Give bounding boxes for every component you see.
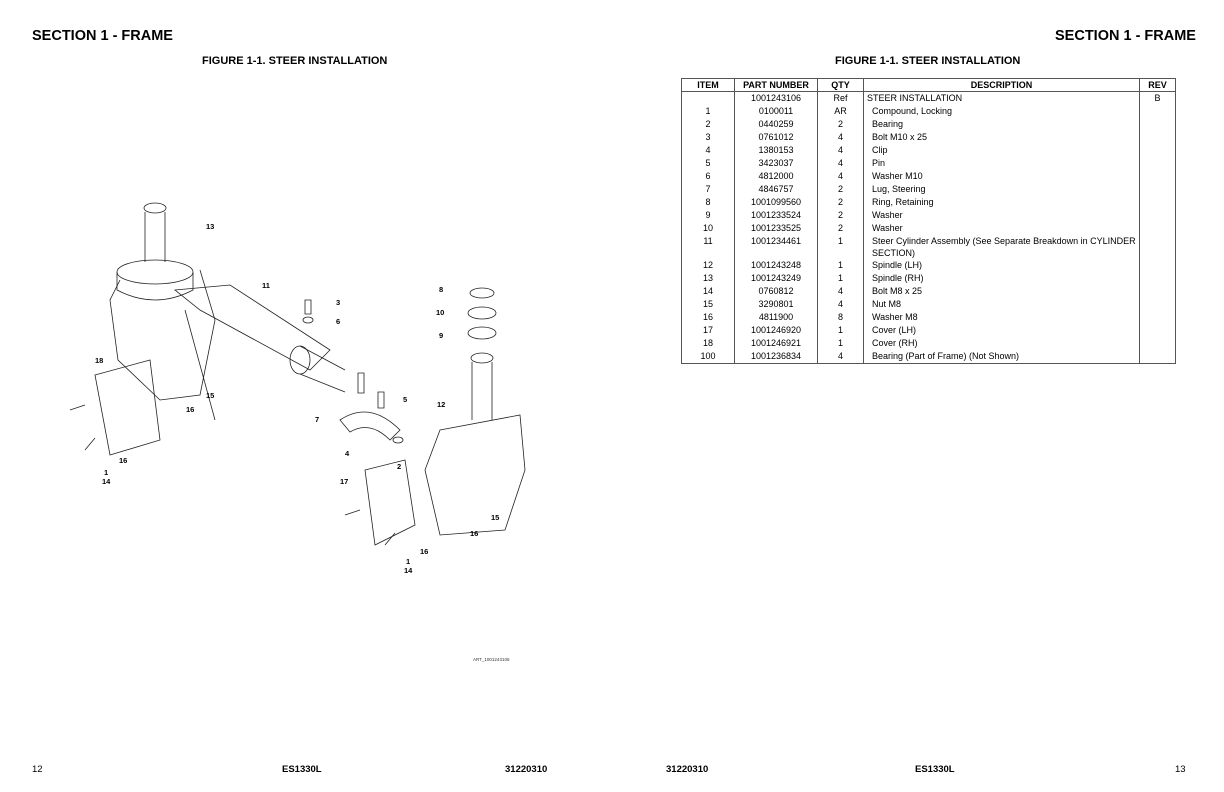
cell-part-number: 1380153 (735, 144, 818, 157)
callout: 16 (420, 547, 429, 556)
table-row (682, 298, 1176, 311)
callout: 14 (404, 566, 413, 575)
table-row (682, 157, 1176, 170)
cell-rev: B (1140, 92, 1176, 106)
callout: 1 (104, 468, 109, 477)
cell-item: 7 (682, 183, 735, 196)
callout: 7 (315, 415, 320, 424)
cell-part-number: 1001233525 (735, 222, 818, 235)
callout: 4 (345, 449, 350, 458)
cell-qty: 4 (818, 157, 864, 170)
header-qty: QTY (818, 79, 864, 92)
cell-description: Cover (RH) (864, 337, 1140, 350)
cell-description: Washer (864, 222, 1140, 235)
cell-qty: 4 (818, 170, 864, 183)
cell-qty: 4 (818, 298, 864, 311)
cell-description: Cover (LH) (864, 324, 1140, 337)
right-page-number: 13 (1175, 764, 1186, 775)
callout: 3 (336, 298, 341, 307)
cell-part-number: 1001236834 (735, 350, 818, 364)
header-rev: REV (1140, 79, 1176, 92)
callout: 17 (340, 477, 349, 486)
cell-part-number: 1001243248 (735, 259, 818, 272)
callout: 14 (102, 477, 111, 486)
cell-part-number: 3290801 (735, 298, 818, 311)
cell-description: Bolt M10 x 25 (864, 131, 1140, 144)
cell-item: 9 (682, 209, 735, 222)
cell-rev (1140, 311, 1176, 324)
callout: 13 (206, 222, 215, 231)
table-row (682, 337, 1176, 350)
table-row (682, 144, 1176, 157)
cell-item: 14 (682, 285, 735, 298)
right-section-title: SECTION 1 - FRAME (1055, 28, 1196, 44)
cell-item: 3 (682, 131, 735, 144)
cell-rev (1140, 235, 1176, 259)
cell-item: 18 (682, 337, 735, 350)
callout: 1 (406, 557, 411, 566)
left-footer-model: ES1330L (282, 764, 322, 775)
cell-item: 100 (682, 350, 735, 364)
cell-part-number: 1001246921 (735, 337, 818, 350)
cell-item: 6 (682, 170, 735, 183)
cell-item: 13 (682, 272, 735, 285)
cell-rev (1140, 196, 1176, 209)
cell-part-number: 1001243106 (735, 92, 818, 106)
cell-description: Pin (864, 157, 1140, 170)
cell-rev (1140, 157, 1176, 170)
cell-qty: 2 (818, 183, 864, 196)
table-row (682, 285, 1176, 298)
left-figure-title: FIGURE 1-1. STEER INSTALLATION (202, 55, 388, 67)
cell-rev (1140, 324, 1176, 337)
cell-description: STEER INSTALLATION (864, 92, 1140, 106)
table-row (682, 350, 1176, 364)
cell-rev (1140, 298, 1176, 311)
cell-rev (1140, 350, 1176, 364)
header-description: DESCRIPTION (864, 79, 1140, 92)
cell-description: Bearing (864, 118, 1140, 131)
cell-qty: 2 (818, 118, 864, 131)
cell-qty: 2 (818, 222, 864, 235)
cell-rev (1140, 144, 1176, 157)
table-row (682, 118, 1176, 131)
left-footer-doc: 31220310 (505, 764, 548, 775)
cell-qty: Ref (818, 92, 864, 106)
cell-rev (1140, 105, 1176, 118)
cell-rev (1140, 222, 1176, 235)
cell-item: 4 (682, 144, 735, 157)
left-section-title: SECTION 1 - FRAME (32, 28, 173, 44)
cell-qty: AR (818, 105, 864, 118)
cell-qty: 1 (818, 235, 864, 259)
cell-part-number: 0760812 (735, 285, 818, 298)
cell-part-number: 0440259 (735, 118, 818, 131)
cell-rev (1140, 337, 1176, 350)
cell-part-number: 1001099560 (735, 196, 818, 209)
cell-description: Spindle (RH) (864, 272, 1140, 285)
callout: 8 (439, 285, 444, 294)
callout: 10 (436, 308, 445, 317)
cell-part-number: 1001233524 (735, 209, 818, 222)
cell-item: 5 (682, 157, 735, 170)
cell-qty: 1 (818, 259, 864, 272)
cell-item (682, 92, 735, 106)
right-footer-model: ES1330L (915, 764, 955, 775)
table-row (682, 222, 1176, 235)
cell-qty: 1 (818, 324, 864, 337)
table-row (682, 170, 1176, 183)
cell-part-number: 4812000 (735, 170, 818, 183)
cell-item: 16 (682, 311, 735, 324)
cell-description: Washer M10 (864, 170, 1140, 183)
table-row (682, 105, 1176, 118)
cell-qty: 1 (818, 337, 864, 350)
cell-part-number: 1001243249 (735, 272, 818, 285)
cell-rev (1140, 259, 1176, 272)
cell-part-number: 4846757 (735, 183, 818, 196)
cell-item: 17 (682, 324, 735, 337)
cell-item: 8 (682, 196, 735, 209)
cell-rev (1140, 183, 1176, 196)
header-part-number: PART NUMBER (735, 79, 818, 92)
cell-part-number: 0761012 (735, 131, 818, 144)
callout: 5 (403, 395, 408, 404)
cell-qty: 4 (818, 285, 864, 298)
callout: 16 (186, 405, 195, 414)
cell-description: Ring, Retaining (864, 196, 1140, 209)
cell-rev (1140, 131, 1176, 144)
parts-table (681, 78, 1176, 364)
cell-description: Compound, Locking (864, 105, 1140, 118)
callout: 12 (437, 400, 446, 409)
table-row (682, 196, 1176, 209)
cell-description: Clip (864, 144, 1140, 157)
callout: 6 (336, 317, 341, 326)
cell-description: Lug, Steering (864, 183, 1140, 196)
left-page-number: 12 (32, 764, 43, 775)
cell-qty: 4 (818, 144, 864, 157)
cell-description: Bolt M8 x 25 (864, 285, 1140, 298)
cell-part-number: 4811900 (735, 311, 818, 324)
header-item: ITEM (682, 79, 735, 92)
cell-rev (1140, 285, 1176, 298)
cell-item: 11 (682, 235, 735, 259)
cell-rev (1140, 272, 1176, 285)
cell-qty: 4 (818, 131, 864, 144)
cell-description: Nut M8 (864, 298, 1140, 311)
cell-item: 1 (682, 105, 735, 118)
table-row (682, 235, 1176, 259)
art-label: ART_1001243106 (473, 657, 510, 662)
cell-item: 2 (682, 118, 735, 131)
cell-qty: 4 (818, 350, 864, 364)
callout: 11 (262, 281, 270, 290)
table-row (682, 324, 1176, 337)
callout: 2 (397, 462, 402, 471)
cell-qty: 8 (818, 311, 864, 324)
cell-description: Washer (864, 209, 1140, 222)
callout: 16 (119, 456, 128, 465)
cell-description: Steer Cylinder Assembly (See Separate Breakdown in CYLINDER SECTION) (864, 235, 1140, 259)
cell-part-number: 1001246920 (735, 324, 818, 337)
callout: 15 (206, 391, 215, 400)
cell-part-number: 1001234461 (735, 235, 818, 259)
table-row (682, 209, 1176, 222)
cell-description: Washer M8 (864, 311, 1140, 324)
table-row (682, 183, 1176, 196)
cell-item: 10 (682, 222, 735, 235)
cell-description: Spindle (LH) (864, 259, 1140, 272)
table-header-row (682, 79, 1176, 92)
callout: 18 (95, 356, 104, 365)
cell-part-number: 3423037 (735, 157, 818, 170)
table-row (682, 259, 1176, 272)
right-footer-doc: 31220310 (666, 764, 709, 775)
callout: 9 (439, 331, 444, 340)
table-row (682, 311, 1176, 324)
table-row (682, 131, 1176, 144)
cell-description: Bearing (Part of Frame) (Not Shown) (864, 350, 1140, 364)
cell-rev (1140, 170, 1176, 183)
callout: 15 (491, 513, 500, 522)
cell-rev (1140, 118, 1176, 131)
right-figure-title: FIGURE 1-1. STEER INSTALLATION (835, 55, 1021, 67)
callout: 16 (470, 529, 479, 538)
table-row (682, 272, 1176, 285)
cell-qty: 2 (818, 196, 864, 209)
cell-item: 15 (682, 298, 735, 311)
cell-item: 12 (682, 259, 735, 272)
table-row (682, 92, 1176, 106)
cell-qty: 2 (818, 209, 864, 222)
cell-rev (1140, 209, 1176, 222)
cell-part-number: 0100011 (735, 105, 818, 118)
cell-qty: 1 (818, 272, 864, 285)
